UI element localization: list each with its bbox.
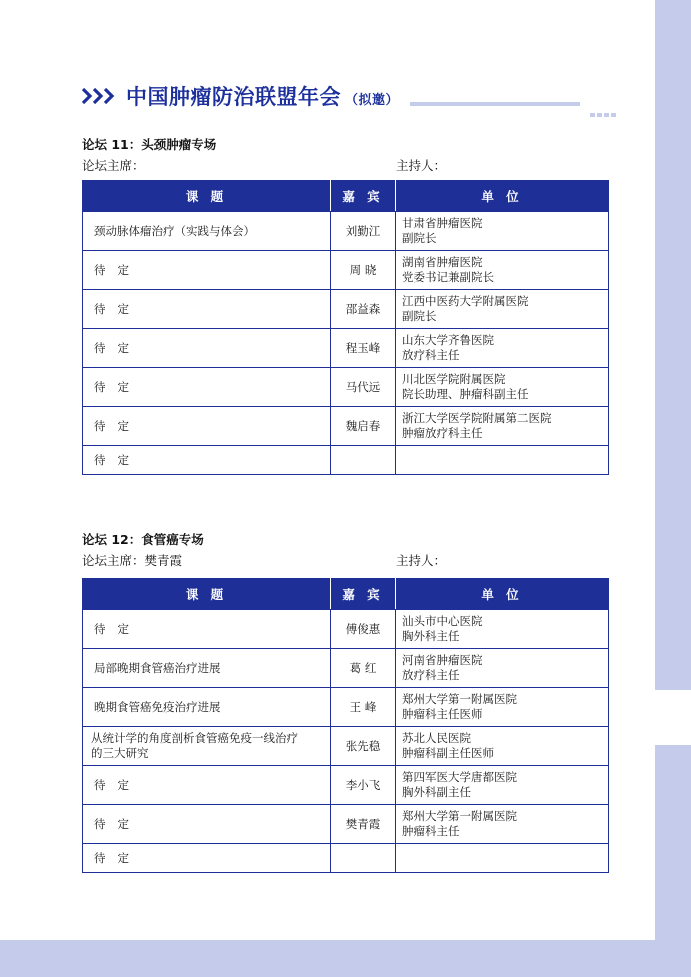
guest-cell: 张先稳 xyxy=(331,727,396,766)
table-row xyxy=(83,212,609,251)
unit-name: 江西中医药大学附属医院 xyxy=(402,294,529,308)
header-guest: 嘉 宾 xyxy=(331,579,396,610)
unit-name: 山东大学齐鲁医院 xyxy=(402,333,494,347)
unit-cell xyxy=(396,407,609,446)
topic-cell: 待定 xyxy=(83,407,331,446)
unit-name: 汕头市中心医院 xyxy=(402,614,483,628)
guest-cell: 周 晓 xyxy=(331,251,396,290)
table-header-row xyxy=(83,579,609,610)
header-unit: 单 位 xyxy=(396,181,609,212)
guest-cell xyxy=(331,844,396,873)
topic-cell: 待定 xyxy=(83,290,331,329)
unit-position: 副院长 xyxy=(402,231,437,245)
guest-cell: 程玉峰 xyxy=(331,329,396,368)
unit-name: 河南省肿瘤医院 xyxy=(402,653,483,667)
table-row xyxy=(83,290,609,329)
unit-cell xyxy=(396,290,609,329)
guest-cell: 邵益森 xyxy=(331,290,396,329)
guest-cell: 傅俊惠 xyxy=(331,610,396,649)
unit-cell xyxy=(396,766,609,805)
guest-cell: 魏启春 xyxy=(331,407,396,446)
unit-cell xyxy=(396,610,609,649)
table-row xyxy=(83,688,609,727)
forum-11-host: 主持人： xyxy=(396,158,447,173)
triple-chevron-icon xyxy=(82,87,116,105)
unit-position: 肿瘤科主任 xyxy=(402,824,460,838)
guest-cell xyxy=(331,446,396,475)
page-title-text: 中国肿瘤防治联盟年会 xyxy=(126,85,341,109)
unit-cell xyxy=(396,844,609,873)
unit-name: 郑州大学第一附属医院 xyxy=(402,692,517,706)
forum-12-host: 主持人： xyxy=(396,553,447,568)
table-row xyxy=(83,766,609,805)
unit-position: 肿瘤放疗科主任 xyxy=(402,426,483,440)
unit-position: 放疗科主任 xyxy=(402,348,460,362)
decorative-side-bar-top xyxy=(655,0,691,690)
topic-line: 的三大研究 xyxy=(91,746,149,760)
page-header xyxy=(82,83,612,111)
guest-cell: 葛 红 xyxy=(331,649,396,688)
table-row xyxy=(83,251,609,290)
forum-11-title: 论坛 11：头颈肿瘤专场 xyxy=(82,137,217,152)
unit-cell xyxy=(396,649,609,688)
header-topic: 课 题 xyxy=(83,181,331,212)
table-row xyxy=(83,727,609,766)
unit-name: 川北医学院附属医院 xyxy=(402,372,506,386)
table-row xyxy=(83,805,609,844)
topic-cell: 局部晚期食管癌治疗进展 xyxy=(83,649,331,688)
topic-cell: 待定 xyxy=(83,805,331,844)
unit-name: 甘肃省肿瘤医院 xyxy=(402,216,483,230)
page-title xyxy=(126,83,399,115)
header-unit: 单 位 xyxy=(396,579,609,610)
decorative-side-bar-bottom xyxy=(655,745,691,977)
table-row xyxy=(83,329,609,368)
unit-name: 浙江大学医学院附属第二医院 xyxy=(402,411,552,425)
topic-cell xyxy=(83,727,331,766)
unit-cell xyxy=(396,805,609,844)
unit-name: 苏北人民医院 xyxy=(402,731,471,745)
header-guest: 嘉 宾 xyxy=(331,181,396,212)
decorative-bottom-bar xyxy=(0,940,655,977)
unit-cell xyxy=(396,727,609,766)
unit-cell xyxy=(396,251,609,290)
unit-position: 肿瘤科副主任医师 xyxy=(402,746,494,760)
unit-position: 院长助理、肿瘤科副主任 xyxy=(402,387,529,401)
unit-position: 胸外科主任 xyxy=(402,629,460,643)
table-row xyxy=(83,407,609,446)
topic-cell: 待定 xyxy=(83,610,331,649)
table-row xyxy=(83,610,609,649)
unit-position: 放疗科主任 xyxy=(402,668,460,682)
header-topic: 课 题 xyxy=(83,579,331,610)
forum-11-chair: 论坛主席： xyxy=(82,158,145,173)
guest-cell: 王 峰 xyxy=(331,688,396,727)
topic-cell: 待定 xyxy=(83,368,331,407)
unit-position: 胸外科副主任 xyxy=(402,785,471,799)
forum-12-table xyxy=(82,578,609,873)
guest-cell: 樊青霞 xyxy=(331,805,396,844)
topic-cell: 待定 xyxy=(83,766,331,805)
topic-cell: 待定 xyxy=(83,251,331,290)
topic-cell: 待定 xyxy=(83,844,331,873)
forum-12-title: 论坛 12：食管癌专场 xyxy=(82,532,204,547)
unit-cell xyxy=(396,329,609,368)
header-rule xyxy=(410,102,580,106)
topic-cell: 待定 xyxy=(83,446,331,475)
forum-12-meta xyxy=(82,551,612,569)
guest-cell: 刘勤江 xyxy=(331,212,396,251)
unit-name: 湖南省肿瘤医院 xyxy=(402,255,483,269)
unit-cell xyxy=(396,212,609,251)
unit-cell xyxy=(396,368,609,407)
unit-position: 党委书记兼副院长 xyxy=(402,270,494,284)
table-row xyxy=(83,446,609,475)
header-dots xyxy=(590,102,618,106)
unit-name: 郑州大学第一附属医院 xyxy=(402,809,517,823)
table-row xyxy=(83,844,609,873)
topic-cell: 晚期食管癌免疫治疗进展 xyxy=(83,688,331,727)
page-title-note: （拟邀） xyxy=(345,93,400,108)
unit-cell xyxy=(396,446,609,475)
forum-11-meta xyxy=(82,156,612,174)
unit-name: 第四军医大学唐都医院 xyxy=(402,770,517,784)
forum-12-chair: 论坛主席：樊青霞 xyxy=(82,553,183,568)
unit-position: 肿瘤科主任医师 xyxy=(402,707,483,721)
forum-11-table xyxy=(82,180,609,475)
topic-line: 从统计学的角度剖析食管癌免疫一线治疗 xyxy=(91,731,298,745)
guest-cell: 李小飞 xyxy=(331,766,396,805)
topic-cell: 颈动脉体瘤治疗（实践与体会） xyxy=(83,212,331,251)
topic-cell: 待定 xyxy=(83,329,331,368)
table-row xyxy=(83,368,609,407)
unit-position: 副院长 xyxy=(402,309,437,323)
unit-cell xyxy=(396,688,609,727)
table-row xyxy=(83,649,609,688)
guest-cell: 马代远 xyxy=(331,368,396,407)
table-header-row xyxy=(83,181,609,212)
